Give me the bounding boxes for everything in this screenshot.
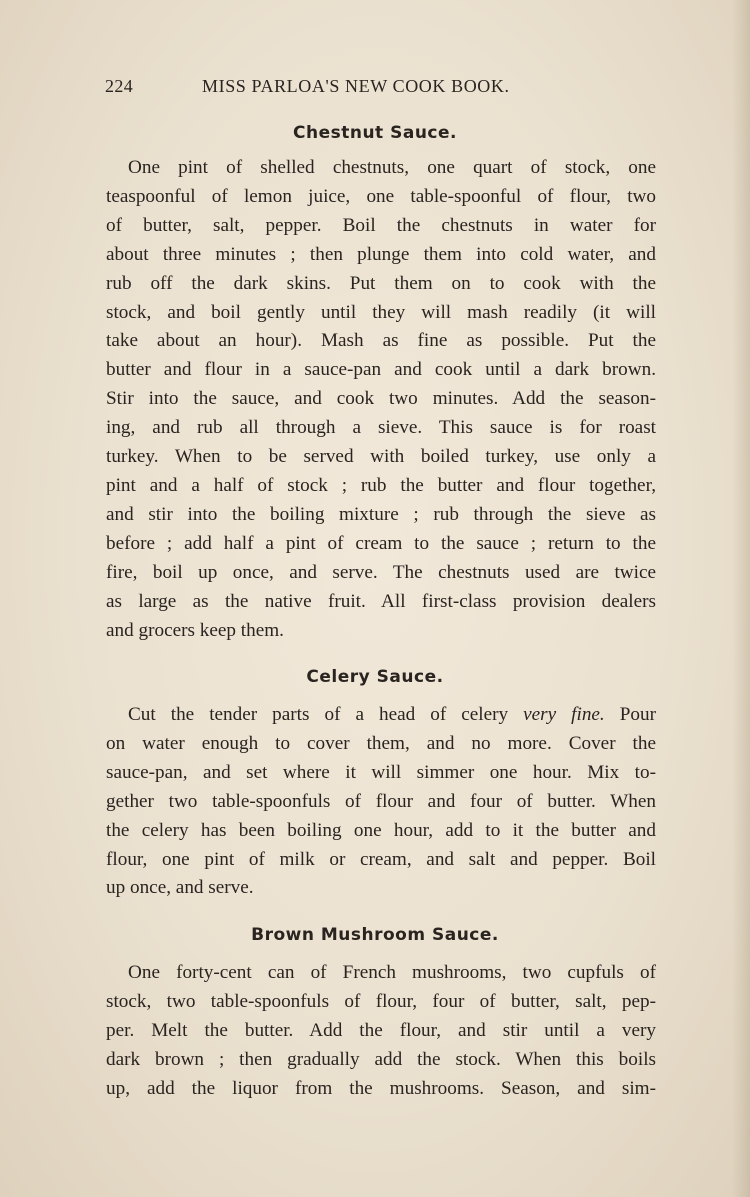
running-title: MISS PARLOA'S NEW COOK BOOK. [202, 76, 510, 96]
text-line: ing, and rub all through a sieve. This sauce is for roast [106, 417, 656, 439]
text-line [106, 701, 656, 730]
text-line: on water enough to cover them, and no more. Cover the [106, 732, 656, 754]
text-line: up once, and serve. [106, 877, 254, 899]
brown-mushroom-sauce-recipe [106, 959, 656, 1104]
text-line: rub off the dark skins. Put them on to cook with the [106, 272, 656, 294]
text-line: gether two table-spoonfuls of flour and four of butter. When [106, 790, 656, 812]
text-run: Pour [604, 704, 656, 725]
text-line: One pint of shelled chestnuts, one quart of stock, one [128, 157, 656, 178]
text-line: before ; add half a pint of cream to the sauce ; return to the [106, 532, 656, 554]
text-line: dark brown ; then gradually add the stock. When this boils [106, 1048, 656, 1070]
text-line: One forty-cent can of French mushrooms, two cupfuls of [128, 962, 656, 983]
text-line: and grocers keep them. [106, 619, 284, 641]
italic-text: very fine. [523, 704, 605, 725]
text-line: stock, and boil gently until they will mash readily (it will [106, 301, 656, 323]
text-line: turkey. When to be served with boiled turkey, use only a [106, 446, 656, 468]
text-line: of butter, salt, pepper. Boil the chestnuts in water for [106, 214, 656, 236]
text-line: sauce-pan, and set where it will simmer one hour. Mix to- [106, 761, 656, 783]
text-line: fire, boil up once, and serve. The chestnuts used are twice [106, 561, 656, 583]
text-line: the celery has been boiling one hour, add to it the butter and [106, 819, 656, 841]
text-line: stock, two table-spoonfuls of flour, four of butter, salt, pep- [106, 990, 656, 1012]
text-line: take about an hour). Mash as fine as possible. Put the [106, 330, 656, 352]
text-line: butter and flour in a sauce-pan and cook until a dark brown. [106, 359, 656, 381]
text-run: Cut the tender parts of a head of celery [128, 704, 524, 725]
text-line: as large as the native fruit. All first-class provision dealers [106, 590, 656, 612]
text-line: about three minutes ; then plunge them into cold water, and [106, 243, 656, 265]
section-title-brown-mushroom-sauce: Brown Mushroom Sauce. [251, 925, 499, 945]
text-line: per. Melt the butter. Add the flour, and stir until a very [106, 1019, 656, 1041]
text-line: flour, one pint of milk or cream, and salt and pepper. Boil [106, 848, 656, 870]
celery-sauce-recipe [106, 701, 656, 903]
chestnut-sauce-recipe [106, 154, 656, 645]
text-line: and stir into the boiling mixture ; rub through the sieve as [106, 503, 656, 525]
text-line: up, add the liquor from the mushrooms. Season, and sim- [106, 1077, 656, 1099]
text-line: Stir into the sauce, and cook two minutes. Add the season- [106, 388, 656, 410]
section-title-celery-sauce: Celery Sauce. [306, 667, 444, 687]
page-number: 224 [105, 76, 134, 96]
section-title-chestnut-sauce: Chestnut Sauce. [293, 123, 457, 143]
text-line: teaspoonful of lemon juice, one table-spoonful of flour, two [106, 185, 656, 207]
page-header [105, 76, 650, 100]
text-line: pint and a half of stock ; rub the butter and flour together, [106, 474, 656, 496]
